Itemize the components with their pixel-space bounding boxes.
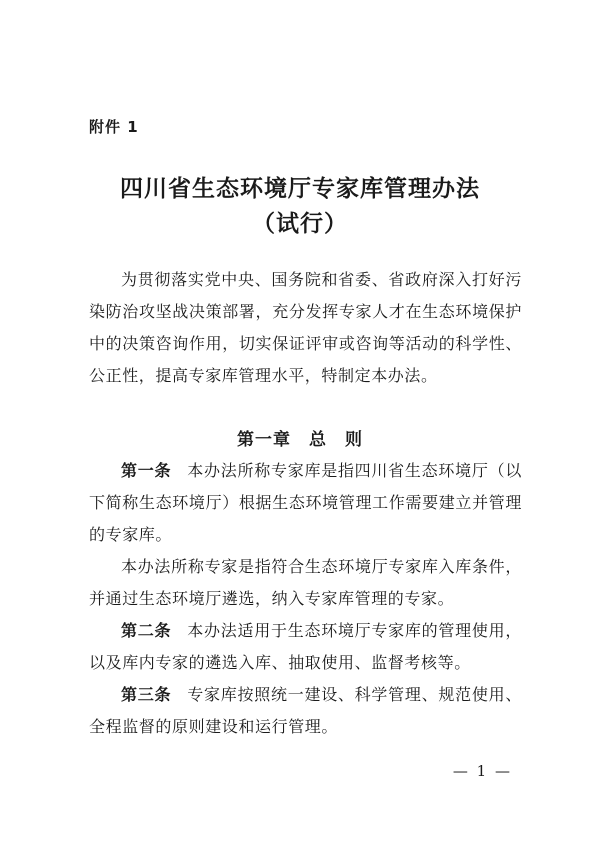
- attachment-label: 附件 1: [89, 118, 139, 136]
- article-3-label: 第三条: [121, 685, 172, 704]
- document-subtitle: （试行）: [252, 211, 348, 237]
- chapter-heading: 第一章 总 则: [237, 430, 363, 450]
- article-1-paragraph-2: 本办法所称专家是指符合生态环境厅专家库入库条件，并通过生态环境厅遴选，纳入专家库管理的专家。: [89, 557, 522, 608]
- article-3-text: 专家库按照统一建设、科学管理、规范使用、全程监督的原则建设和运行管理。: [89, 685, 522, 736]
- article-3: [89, 679, 522, 743]
- article-2-text: 本办法适用于生态环境厅专家库的管理使用，以及库内专家的遴选入库、抽取使用、监督考核等。: [89, 621, 522, 672]
- article-2: [89, 615, 522, 679]
- article-1: [89, 455, 522, 551]
- page-number: — 1 —: [452, 762, 512, 780]
- intro-paragraph: 为贯彻落实党中央、国务院和省委、省政府深入打好污染防治攻坚战决策部署，充分发挥专家人才在生态环境保护中的决策咨询作用，切实保证评审或咨询等活动的科学性、公正性，提高专家库管理水平，特制定本办法。: [89, 270, 522, 385]
- document-title: 四川省生态环境厅专家库管理办法: [120, 176, 480, 202]
- article-1-text: 本办法所称专家库是指四川省生态环境厅（以下简称生态环境厅）根据生态环境管理工作需要建立并管理的专家库。: [89, 461, 522, 544]
- article-2-label: 第二条: [121, 621, 172, 640]
- article-1-label: 第一条: [121, 461, 172, 480]
